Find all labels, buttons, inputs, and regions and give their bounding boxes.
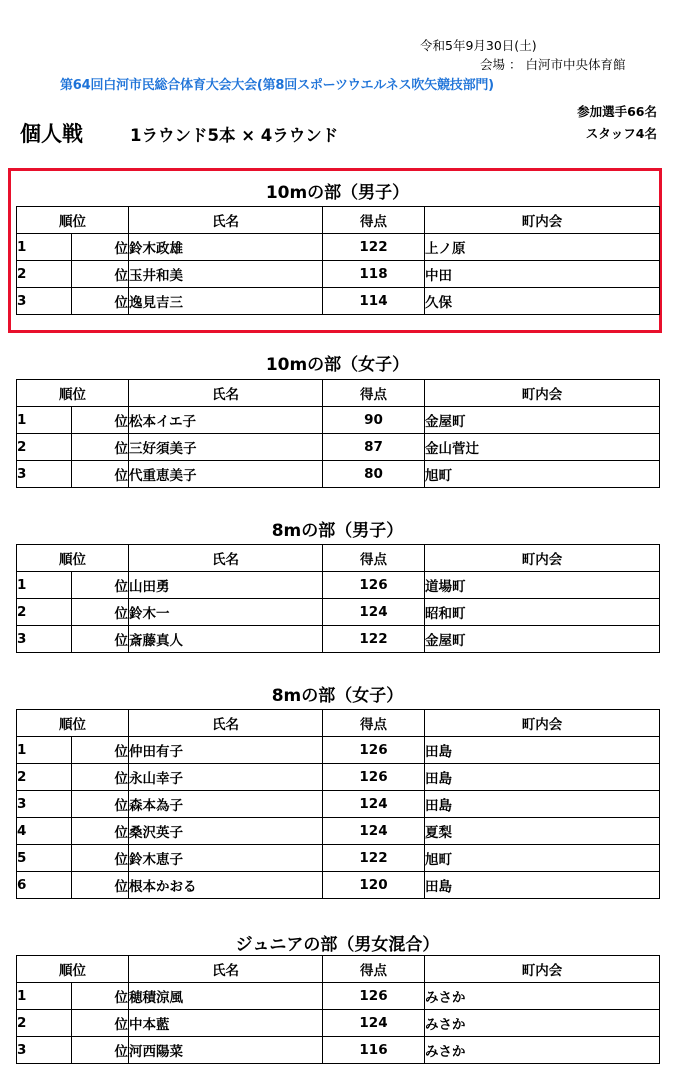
score: 124 bbox=[323, 791, 425, 818]
rank-number: 1 bbox=[17, 234, 72, 261]
player-name: 逸見吉三 bbox=[129, 288, 323, 315]
score-header: 得点 bbox=[323, 380, 425, 407]
player-name: 鈴木一 bbox=[129, 599, 323, 626]
rank-number: 3 bbox=[17, 626, 72, 653]
name-header: 氏名 bbox=[129, 380, 323, 407]
rank-number: 2 bbox=[17, 764, 72, 791]
score-header: 得点 bbox=[323, 710, 425, 737]
table-header-row bbox=[17, 545, 660, 572]
rank-number: 3 bbox=[17, 288, 72, 315]
town: 夏梨 bbox=[425, 818, 660, 845]
score: 126 bbox=[323, 572, 425, 599]
table-header-row bbox=[17, 207, 660, 234]
table-header-row bbox=[17, 956, 660, 983]
player-name: 玉井和美 bbox=[129, 261, 323, 288]
rank-header: 順位 bbox=[17, 710, 129, 737]
town: 田島 bbox=[425, 737, 660, 764]
table-row bbox=[17, 407, 660, 434]
score: 126 bbox=[323, 983, 425, 1010]
rank-suffix: 位 bbox=[72, 599, 129, 626]
table-row bbox=[17, 1010, 660, 1037]
rank-header: 順位 bbox=[17, 545, 129, 572]
score: 116 bbox=[323, 1037, 425, 1064]
score: 124 bbox=[323, 1010, 425, 1037]
rank-number: 1 bbox=[17, 407, 72, 434]
table-row bbox=[17, 234, 660, 261]
section-title: 10mの部（男子） bbox=[265, 183, 410, 203]
table-row bbox=[17, 461, 660, 488]
player-name: 中本藍 bbox=[129, 1010, 323, 1037]
rank-suffix: 位 bbox=[72, 791, 129, 818]
rank-number: 3 bbox=[17, 791, 72, 818]
player-name: 松本イエ子 bbox=[129, 407, 323, 434]
score: 124 bbox=[323, 818, 425, 845]
section-title: 8mの部（女子） bbox=[271, 686, 404, 706]
table-row bbox=[17, 764, 660, 791]
table-row bbox=[17, 626, 660, 653]
rank-suffix: 位 bbox=[72, 288, 129, 315]
score: 90 bbox=[323, 407, 425, 434]
rank-suffix: 位 bbox=[72, 261, 129, 288]
player-name: 永山幸子 bbox=[129, 764, 323, 791]
town-header: 町内会 bbox=[425, 545, 660, 572]
town: 昭和町 bbox=[425, 599, 660, 626]
town: 上ノ原 bbox=[425, 234, 660, 261]
rank-suffix: 位 bbox=[72, 764, 129, 791]
score-header: 得点 bbox=[323, 207, 425, 234]
player-name: 桑沢英子 bbox=[129, 818, 323, 845]
rank-suffix: 位 bbox=[72, 845, 129, 872]
venue: 会場 ： 白河市中央体育館 bbox=[480, 57, 626, 72]
results-table bbox=[16, 206, 660, 315]
score-header: 得点 bbox=[323, 545, 425, 572]
name-header: 氏名 bbox=[129, 545, 323, 572]
table-row bbox=[17, 261, 660, 288]
score: 80 bbox=[323, 461, 425, 488]
score: 122 bbox=[323, 845, 425, 872]
results-table bbox=[16, 709, 660, 899]
rank-number: 2 bbox=[17, 434, 72, 461]
score: 122 bbox=[323, 234, 425, 261]
name-header: 氏名 bbox=[129, 207, 323, 234]
town: 旭町 bbox=[425, 461, 660, 488]
player-name: 斎藤真人 bbox=[129, 626, 323, 653]
player-name: 代重恵美子 bbox=[129, 461, 323, 488]
town: 金山菅辻 bbox=[425, 434, 660, 461]
town: 金屋町 bbox=[425, 626, 660, 653]
section-title: ジュニアの部（男女混合） bbox=[235, 935, 440, 955]
table-header-row bbox=[17, 710, 660, 737]
rank-number: 1 bbox=[17, 983, 72, 1010]
score: 118 bbox=[323, 261, 425, 288]
rank-header: 順位 bbox=[17, 207, 129, 234]
table-row bbox=[17, 572, 660, 599]
category-title: 個人戦 bbox=[20, 122, 83, 146]
rank-suffix: 位 bbox=[72, 572, 129, 599]
town: みさか bbox=[425, 1037, 660, 1064]
player-name: 鈴木恵子 bbox=[129, 845, 323, 872]
section-title: 10mの部（女子） bbox=[265, 355, 410, 375]
rank-suffix: 位 bbox=[72, 983, 129, 1010]
rank-suffix: 位 bbox=[72, 461, 129, 488]
player-name: 山田勇 bbox=[129, 572, 323, 599]
town: 道場町 bbox=[425, 572, 660, 599]
town: 田島 bbox=[425, 872, 660, 899]
name-header: 氏名 bbox=[129, 710, 323, 737]
rank-suffix: 位 bbox=[72, 1037, 129, 1064]
score: 122 bbox=[323, 626, 425, 653]
rank-number: 2 bbox=[17, 599, 72, 626]
table-row bbox=[17, 845, 660, 872]
table-row bbox=[17, 983, 660, 1010]
rank-number: 2 bbox=[17, 261, 72, 288]
rank-number: 5 bbox=[17, 845, 72, 872]
rank-suffix: 位 bbox=[72, 818, 129, 845]
results-table bbox=[16, 379, 660, 488]
town: みさか bbox=[425, 983, 660, 1010]
rank-suffix: 位 bbox=[72, 434, 129, 461]
rank-number: 6 bbox=[17, 872, 72, 899]
rank-number: 3 bbox=[17, 1037, 72, 1064]
score: 87 bbox=[323, 434, 425, 461]
table-row bbox=[17, 288, 660, 315]
rank-suffix: 位 bbox=[72, 872, 129, 899]
rank-suffix: 位 bbox=[72, 737, 129, 764]
player-name: 穂積涼風 bbox=[129, 983, 323, 1010]
rank-header: 順位 bbox=[17, 956, 129, 983]
rank-suffix: 位 bbox=[72, 407, 129, 434]
town: 金屋町 bbox=[425, 407, 660, 434]
rank-suffix: 位 bbox=[72, 234, 129, 261]
town: 田島 bbox=[425, 791, 660, 818]
table-header-row bbox=[17, 380, 660, 407]
event-title: 第64回白河市民総合体育大会大会(第8回スポーツウエルネス吹矢競技部門) bbox=[60, 78, 494, 93]
player-name: 三好須美子 bbox=[129, 434, 323, 461]
player-name: 根本かおる bbox=[129, 872, 323, 899]
score-header: 得点 bbox=[323, 956, 425, 983]
table-row bbox=[17, 818, 660, 845]
score: 120 bbox=[323, 872, 425, 899]
staff-count: スタッフ4名 bbox=[585, 126, 657, 141]
player-name: 鈴木政雄 bbox=[129, 234, 323, 261]
results-table bbox=[16, 955, 660, 1064]
rank-number: 1 bbox=[17, 572, 72, 599]
table-row bbox=[17, 599, 660, 626]
town: みさか bbox=[425, 1010, 660, 1037]
town: 田島 bbox=[425, 764, 660, 791]
table-row bbox=[17, 434, 660, 461]
rank-number: 4 bbox=[17, 818, 72, 845]
town: 中田 bbox=[425, 261, 660, 288]
section-title: 8mの部（男子） bbox=[271, 521, 404, 541]
town: 久保 bbox=[425, 288, 660, 315]
score: 126 bbox=[323, 737, 425, 764]
rank-number: 1 bbox=[17, 737, 72, 764]
rank-suffix: 位 bbox=[72, 1010, 129, 1037]
score: 126 bbox=[323, 764, 425, 791]
round-format: 1ラウンド5本 × 4ラウンド bbox=[130, 126, 339, 145]
player-name: 森本為子 bbox=[129, 791, 323, 818]
table-row bbox=[17, 1037, 660, 1064]
participant-count: 参加選手66名 bbox=[577, 104, 657, 119]
player-name: 仲田有子 bbox=[129, 737, 323, 764]
name-header: 氏名 bbox=[129, 956, 323, 983]
town-header: 町内会 bbox=[425, 207, 660, 234]
player-name: 河西陽菜 bbox=[129, 1037, 323, 1064]
table-row bbox=[17, 737, 660, 764]
score: 114 bbox=[323, 288, 425, 315]
town-header: 町内会 bbox=[425, 710, 660, 737]
results-table bbox=[16, 544, 660, 653]
table-row bbox=[17, 791, 660, 818]
town-header: 町内会 bbox=[425, 956, 660, 983]
table-row bbox=[17, 872, 660, 899]
rank-header: 順位 bbox=[17, 380, 129, 407]
score: 124 bbox=[323, 599, 425, 626]
date: 令和5年9月30日(土) bbox=[420, 38, 537, 53]
rank-number: 2 bbox=[17, 1010, 72, 1037]
rank-number: 3 bbox=[17, 461, 72, 488]
town: 旭町 bbox=[425, 845, 660, 872]
rank-suffix: 位 bbox=[72, 626, 129, 653]
town-header: 町内会 bbox=[425, 380, 660, 407]
